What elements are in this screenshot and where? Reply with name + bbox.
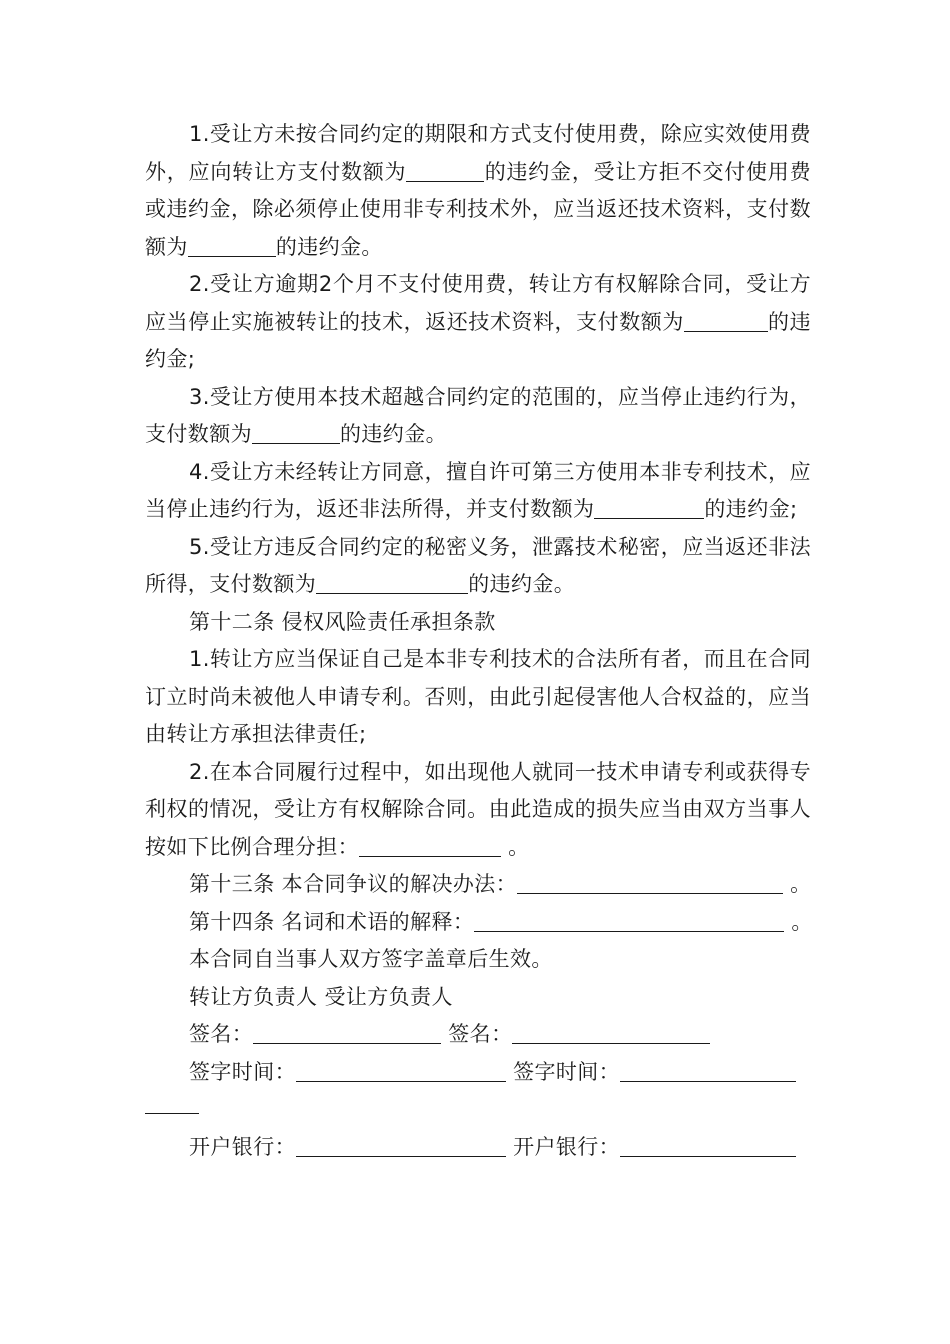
clause-4 <box>145 454 811 529</box>
article-12-p1: 1.转让方应当保证自己是本非专利技术的合法所有者，而且在合同订立时尚未被他人申请专利。否则，由此引起侵害他人合权益的，应当由转让方承担法律责任; <box>145 647 811 746</box>
time-blank-transferee[interactable] <box>620 1055 796 1082</box>
clause-5-text-a: 5.受让方违反合同约定的秘密义务，泄露技术秘密，应当返还非法所得，支付数额为 <box>145 534 811 596</box>
article-12-p2-end: 。 <box>501 834 530 859</box>
clause-5-blank[interactable] <box>316 567 468 594</box>
clause-2-text-b: 的违约金; <box>145 309 811 371</box>
article-12-heading: 第十二条 侵权风险责任承担条款 <box>189 609 496 634</box>
sign-label-transferee: 签名： <box>441 1022 513 1046</box>
contract-page <box>145 116 811 1167</box>
article-12-p2-text: 2.在本合同履行过程中，如出现他人就同一技术申请专利或获得专利权的情况，受让方有权解除合同。由此造成的损失应当由双方当事人按如下比例合理分担： <box>145 759 811 859</box>
dispute-resolution-blank[interactable] <box>517 867 783 894</box>
bank-label-transferee: 开户银行： <box>506 1135 621 1159</box>
clause-2 <box>145 266 811 379</box>
terms-definition-blank[interactable] <box>474 905 784 932</box>
article-14-label: 第十四条 名词和术语的解释： <box>189 909 475 934</box>
bank-line <box>145 1129 811 1167</box>
clause-5-text-b: 的违约金。 <box>468 572 576 596</box>
effective-clause: 本合同自当事人双方签字盖章后生效。 <box>189 947 553 971</box>
sign-blank-transferor[interactable] <box>253 1017 441 1044</box>
clause-3-text-b: 的违约金。 <box>340 422 447 446</box>
time-blank-continuation[interactable] <box>145 1091 199 1114</box>
clause-1-text-b: 的违约金，受让方拒不交付使用费或违约金，除必须停止使用非专利技术外，应当返还技术资料，支付数额为 <box>145 159 811 259</box>
clause-5 <box>145 529 811 604</box>
article-13-label: 第十三条 本合同争议的解决办法： <box>189 872 518 896</box>
article-14 <box>145 904 811 942</box>
clause-1-blank-a[interactable] <box>406 155 484 182</box>
clause-4-text-b: 的违约金; <box>704 497 798 521</box>
article-13-end: 。 <box>783 872 812 896</box>
clause-1 <box>145 116 811 266</box>
sign-label-transferor: 签名： <box>189 1022 254 1046</box>
clause-4-text-a: 4.受让方未经转让方同意，擅自许可第三方使用本非专利技术，应当停止违约行为，返还非法所得，并支付数额为 <box>145 459 811 521</box>
ratio-blank[interactable] <box>359 830 501 857</box>
time-label-transferee: 签字时间： <box>506 1059 621 1084</box>
signature-line <box>145 1016 811 1054</box>
time-label-transferor: 签字时间： <box>189 1059 296 1084</box>
sign-time-line <box>145 1054 811 1092</box>
parties-line: 转让方负责人 受让方负责人 <box>189 984 453 1009</box>
bank-label-transferor: 开户银行： <box>189 1135 296 1159</box>
bank-blank-transferor[interactable] <box>296 1130 506 1157</box>
article-12-p2 <box>145 754 811 867</box>
time-blank-transferor[interactable] <box>296 1055 506 1082</box>
clause-4-blank[interactable] <box>594 492 704 519</box>
clause-3 <box>145 379 811 454</box>
clause-2-text-a: 2.受让方逾期2个月不支付使用费，转让方有权解除合同，受让方应当停止实施被转让的技术，返还技术资料，支付数额为 <box>145 272 811 334</box>
article-14-end: 。 <box>784 909 813 934</box>
clause-1-text-a: 1.受让方未按合同约定的期限和方式支付使用费，除应实效使用费外，应向转让方支付数额为 <box>145 122 811 184</box>
sign-blank-transferee[interactable] <box>512 1017 710 1044</box>
clause-3-text-a: 3.受让方使用本技术超越合同约定的范围的，应当停止违约行为，支付数额为 <box>145 384 811 446</box>
bank-blank-transferee[interactable] <box>620 1130 796 1157</box>
clause-3-blank[interactable] <box>252 417 340 444</box>
clause-1-text-c: 的违约金。 <box>275 234 383 259</box>
clause-1-blank-b[interactable] <box>188 230 276 257</box>
article-13 <box>145 866 811 904</box>
clause-2-blank[interactable] <box>684 305 768 332</box>
